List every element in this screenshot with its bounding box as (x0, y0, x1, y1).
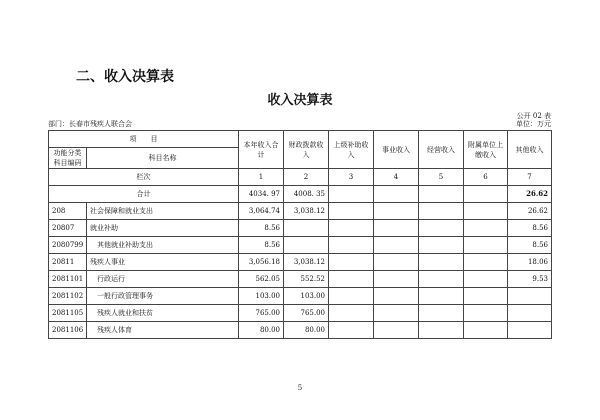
row-cell (464, 271, 508, 288)
total-label: 合计 (49, 186, 239, 203)
total-cell (464, 186, 508, 203)
row-cell (419, 220, 464, 237)
row-code: 208 (49, 203, 87, 220)
table-title: 收入决算表 (267, 93, 333, 108)
col-number: 4 (374, 169, 419, 186)
header-subject-name: 科目名称 (87, 148, 239, 169)
header-col-3: 上级补助收入 (329, 131, 374, 169)
form-number: 公开 02 表 (516, 112, 551, 120)
row-name: 残疾人事业 (87, 254, 239, 271)
row-cell: 80.00 (239, 322, 284, 339)
col-number: 7 (508, 169, 552, 186)
row-cell (464, 288, 508, 305)
row-cell (329, 220, 374, 237)
total-cell (329, 186, 374, 203)
row-label: 栏次 (49, 169, 239, 186)
row-cell (419, 288, 464, 305)
row-cell (419, 237, 464, 254)
table-row (49, 322, 552, 339)
department-label: 部门：长春市残疾人联合会 (48, 120, 132, 128)
table-row (49, 288, 552, 305)
row-cell: 3,064.74 (239, 203, 284, 220)
page-number: 5 (297, 384, 303, 392)
row-cell (464, 237, 508, 254)
total-cell: 26.62 (508, 186, 552, 203)
row-cell: 8.56 (239, 220, 284, 237)
total-cell (374, 186, 419, 203)
row-name: 就业补助 (87, 220, 239, 237)
row-name: 残疾人就业和扶贫 (87, 305, 239, 322)
table-row (49, 271, 552, 288)
row-cell (508, 322, 552, 339)
row-cell (419, 322, 464, 339)
row-cell (419, 271, 464, 288)
section-heading: 二、收入决算表 (76, 69, 174, 85)
row-cell (374, 220, 419, 237)
row-name: 一般行政管理事务 (87, 288, 239, 305)
row-cell: 3,056.18 (239, 254, 284, 271)
total-cell (419, 186, 464, 203)
row-cell: 9.53 (508, 271, 552, 288)
row-name: 社会保障和就业支出 (87, 203, 239, 220)
header-col-6: 附属单位上缴收入 (464, 131, 508, 169)
row-cell (508, 288, 552, 305)
row-cell (419, 254, 464, 271)
header-project: 项 目 (49, 131, 239, 148)
row-cell (374, 254, 419, 271)
row-cell (374, 271, 419, 288)
header-col-2: 财政拨款收入 (284, 131, 329, 169)
row-cell (464, 305, 508, 322)
row-cell (464, 220, 508, 237)
row-cell (464, 322, 508, 339)
row-cell: 8.56 (508, 220, 552, 237)
row-cell (464, 254, 508, 271)
total-row (49, 186, 552, 203)
row-cell (329, 271, 374, 288)
row-code: 2081101 (49, 271, 87, 288)
row-code: 2080799 (49, 237, 87, 254)
row-cell (284, 220, 329, 237)
row-cell (419, 203, 464, 220)
column-number-row (49, 169, 552, 186)
col-number: 2 (284, 169, 329, 186)
row-cell (508, 305, 552, 322)
header-row-project (49, 131, 552, 148)
row-name: 行政运行 (87, 271, 239, 288)
row-cell (464, 203, 508, 220)
col-number: 3 (329, 169, 374, 186)
row-cell (329, 305, 374, 322)
row-cell: 26.62 (508, 203, 552, 220)
row-code: 20811 (49, 254, 87, 271)
table-row (49, 254, 552, 271)
header-col-7: 其他收入 (508, 131, 552, 169)
header-col-1: 本年收入合计 (239, 131, 284, 169)
row-cell (329, 254, 374, 271)
header-col-5: 经营收入 (419, 131, 464, 169)
row-cell (329, 322, 374, 339)
total-cell: 4008. 35 (284, 186, 329, 203)
row-cell: 3,038.12 (284, 254, 329, 271)
row-cell: 18.06 (508, 254, 552, 271)
row-cell (374, 288, 419, 305)
col-number: 1 (239, 169, 284, 186)
row-cell: 765.00 (284, 305, 329, 322)
row-cell: 103.00 (284, 288, 329, 305)
row-cell: 765.00 (239, 305, 284, 322)
row-cell (329, 288, 374, 305)
row-code: 2081106 (49, 322, 87, 339)
col-number: 5 (419, 169, 464, 186)
row-cell (374, 237, 419, 254)
row-name: 其他就业补助支出 (87, 237, 239, 254)
row-code: 20807 (49, 220, 87, 237)
row-cell (419, 305, 464, 322)
row-cell: 3,038.12 (284, 203, 329, 220)
table-row (49, 237, 552, 254)
header-func-code: 功能分类科目编码 (49, 148, 87, 169)
row-cell (374, 305, 419, 322)
row-code: 2081102 (49, 288, 87, 305)
table-row (49, 220, 552, 237)
col-number: 6 (464, 169, 508, 186)
row-cell: 80.00 (284, 322, 329, 339)
row-cell: 552.52 (284, 271, 329, 288)
row-cell (284, 237, 329, 254)
header-col-4: 事业收入 (374, 131, 419, 169)
income-table (48, 130, 552, 339)
table-row (49, 203, 552, 220)
row-code: 2081105 (49, 305, 87, 322)
row-cell (329, 203, 374, 220)
row-cell (329, 237, 374, 254)
row-cell (374, 203, 419, 220)
row-name: 残疾人体育 (87, 322, 239, 339)
total-cell: 4034. 97 (239, 186, 284, 203)
row-cell: 8.56 (239, 237, 284, 254)
row-cell: 562.05 (239, 271, 284, 288)
table-row (49, 305, 552, 322)
row-cell: 8.56 (508, 237, 552, 254)
row-cell: 103.00 (239, 288, 284, 305)
row-cell (374, 322, 419, 339)
unit-label: 单位：万元 (516, 120, 551, 128)
